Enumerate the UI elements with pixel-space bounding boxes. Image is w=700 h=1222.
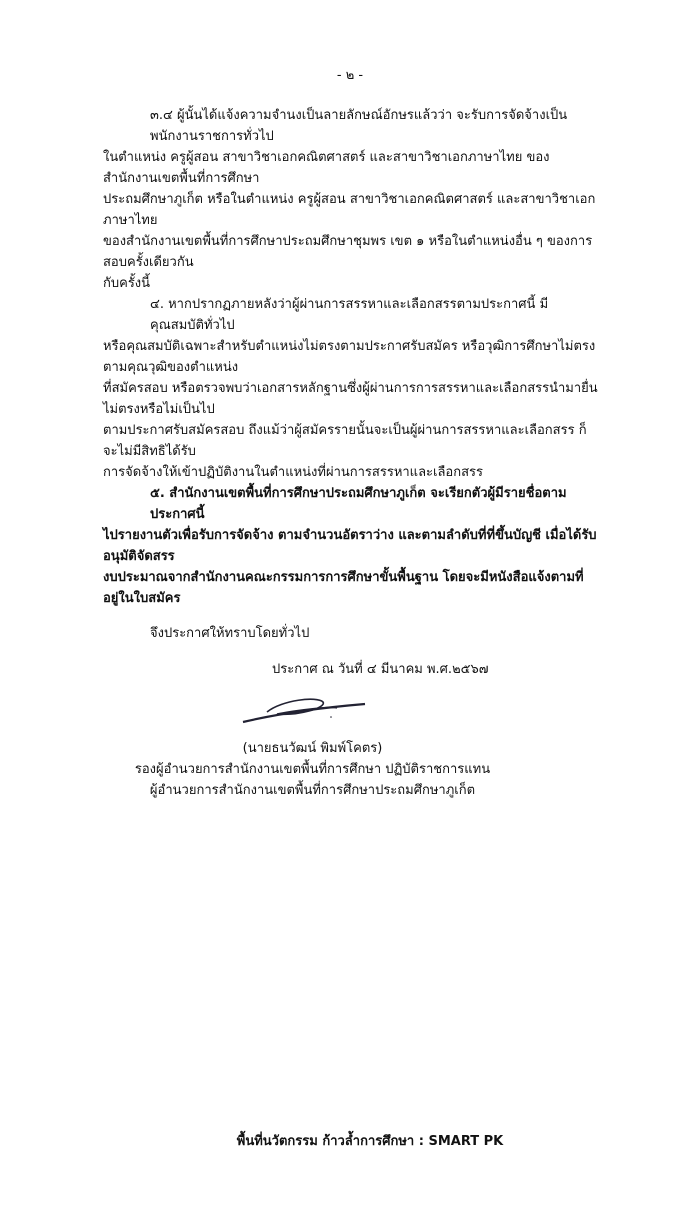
para-5-line: ไปรายงานตัวเพื่อรับการจัดจ้าง ตามจำนวนอัตราว่าง และตามลำดับที่ที่ขึ้นบัญชี เมื่อได้รับอนุมัติจัดสรร [103, 528, 597, 564]
para-4-line: การจัดจ้างให้เข้าปฏิบัติงานในตำแหน่งที่ผ่านการสรรหาและเลือกสรร [103, 465, 484, 480]
para-3-4-line: ประถมศึกษาภูเก็ต หรือในตำแหน่ง ครูผู้สอน สาขาวิชาเอกคณิตศาสตร์ และสาขาวิชาเอกภาษาไทย [103, 192, 596, 228]
signature-image [237, 692, 377, 728]
para-4-line: ตามประกาศรับสมัครสอบ ถึงแม้ว่าผู้สมัครรายนั้นจะเป็นผู้ผ่านการสรรหาและเลือกสรร ก็จะไม่มีสิทธิได้รับ [103, 423, 587, 459]
signer-name: (นายธนวัฒน์ พิมพ์โคตร) [242, 741, 383, 756]
signer-block [65, 738, 560, 801]
para-5-line: งบประมาณจากสำนักงานคณะกรรมการการศึกษาขั้นพื้นฐาน โดยจะมีหนังสือแจ้งตามที่อยู่ในใบสมัคร [103, 570, 584, 606]
date-line: ประกาศ ณ วันที่ ๔ มีนาคม พ.ศ.๒๕๖๗ [272, 662, 489, 677]
para-5-line: ๕. สำนักงานเขตพื้นที่การศึกษาประถมศึกษาภูเก็ต จะเรียกตัวผู้มีรายชื่อตามประกาศนี้ [150, 486, 567, 522]
para-3-4-line: ของสำนักงานเขตพื้นที่การศึกษาประถมศึกษาชุมพร เขต ๑ หรือในตำแหน่งอื่น ๆ ของการสอบครั้งเดียวกัน [103, 234, 593, 270]
page-number: - ๒ - [336, 68, 364, 83]
para-4-line: หรือคุณสมบัติเฉพาะสำหรับตำแหน่งไม่ตรงตามประกาศรับสมัคร หรือวุฒิการศึกษาไม่ตรงตามคุณวุฒิของตำแหน่ง [103, 339, 596, 375]
para-3-4-line: ๓.๔ ผู้นั้นได้แจ้งความจำนงเป็นลายลักษณ์อักษรแล้วว่า จะรับการจัดจ้างเป็นพนักงานราชการทั่วไป [150, 108, 568, 144]
closing-text: จึงประกาศให้ทราบโดยทั่วไป [150, 626, 310, 641]
document-body [103, 105, 598, 680]
signer-position: ผู้อำนวยการสำนักงานเขตพื้นที่การศึกษาประถมศึกษาภูเก็ต [149, 783, 476, 798]
para-3-4-line: กับครั้งนี้ [103, 276, 151, 291]
para-4-line: ๔. หากปรากฏภายหลังว่าผู้ผ่านการสรรหาและเลือกสรรตามประกาศนี้ มีคุณสมบัติทั่วไป [150, 297, 549, 333]
para-3-4-line: ในตำแหน่ง ครูผู้สอน สาขาวิชาเอกคณิตศาสตร์ และสาขาวิชาเอกภาษาไทย ของสำนักงานเขตพื้นที่การศึกษา [103, 150, 550, 186]
footer-slogan: พื้นที่นวัตกรรม ก้าวล้ำการศึกษา : SMART PK [236, 1134, 504, 1149]
signer-position: รองผู้อำนวยการสำนักงานเขตพื้นที่การศึกษา ปฏิบัติราชการแทน [134, 762, 491, 777]
para-4-line: ที่สมัครสอบ หรือตรวจพบว่าเอกสารหลักฐานซึ่งผู้ผ่านการการสรรหาและเลือกสรรนำมายื่นไม่ตรงหรือไม่เป็นไป [103, 381, 598, 417]
